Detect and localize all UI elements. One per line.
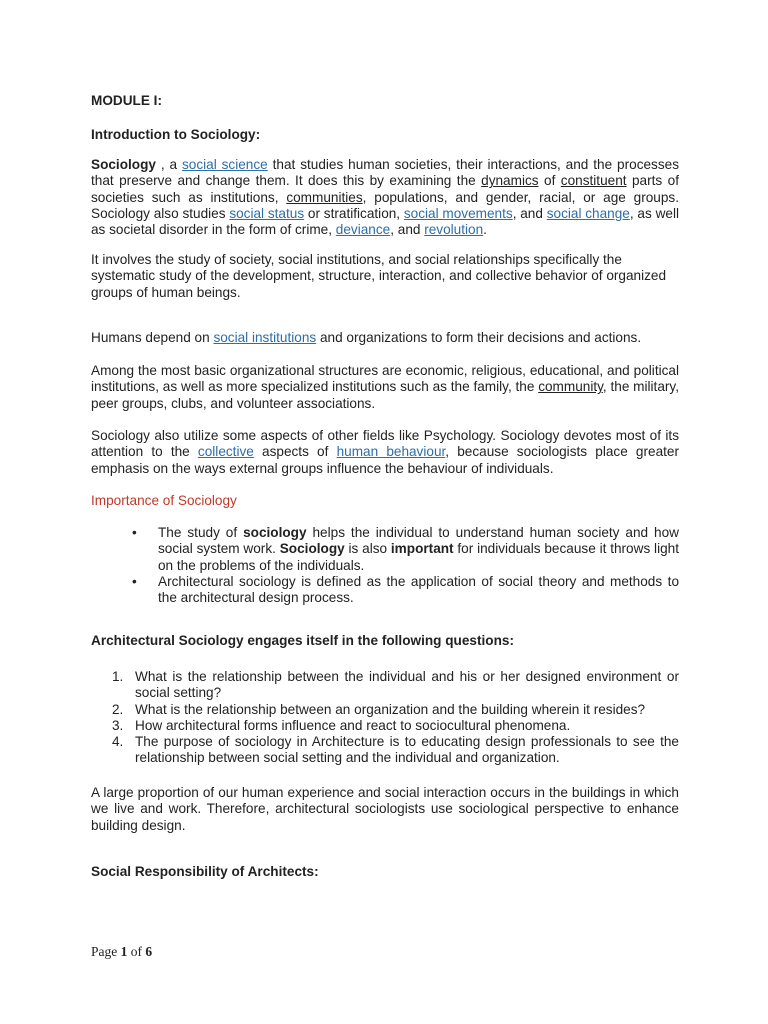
module-heading: MODULE I: bbox=[91, 93, 162, 108]
link-social-institutions[interactable]: social institutions bbox=[213, 330, 317, 345]
link-revolution[interactable]: revolution bbox=[424, 222, 484, 238]
questions-heading: Architectural Sociology engages itself in the following questions: bbox=[91, 633, 514, 648]
paragraph-sociology-definition: Sociology , a social science that studies human societies, their interactions, and the processes that preserve and change them. It does this by examining the dynamics of constituent parts of societies such as institutions, communities, populations, and gender, racial, or age groups. Sociology also studies social status or stratification, social movements, and social change, as well as societal disorder in the form of crime, deviance, and revolution. bbox=[91, 157, 679, 238]
importance-heading: Importance of Sociology bbox=[91, 493, 237, 508]
link-social-change[interactable]: social change bbox=[546, 205, 630, 221]
paragraph-study-of-society: It involves the study of society, social institutions, and social relationships specifically the systematic study of the development, structure, interaction, and collective behavior of organized groups of human beings. bbox=[91, 252, 667, 300]
social-responsibility-heading: Social Responsibility of Architects: bbox=[91, 864, 319, 879]
paragraph-psychology: Sociology also utilize some aspects of other fields like Psychology. Sociology devotes most of its attention to the collective aspects of human behaviour, because sociologists place greater emphasis on the ways external groups influence the behaviour of individuals. bbox=[91, 428, 680, 476]
paragraph-organizational-structures: Among the most basic organizational structures are economic, religious, educational, and political institutions, as well as more specialized institutions such as the family, the community, the military, peer groups, clubs, and volunteer associations. bbox=[91, 363, 679, 411]
term-sociology: Sociology bbox=[91, 157, 156, 172]
list-item: 3. How architectural forms influence and react to sociocultural phenomena. bbox=[112, 717, 571, 733]
bullet-marker: • bbox=[132, 573, 137, 589]
list-item: 4. The purpose of sociology in Architecture is to educating design professionals to see the relationship between social setting and the individual and organization. bbox=[112, 734, 679, 766]
link-social-science[interactable]: social science bbox=[181, 157, 268, 172]
term-community: community bbox=[538, 379, 603, 395]
term-dynamics: dynamics bbox=[481, 173, 539, 189]
page-footer: Page 1 of 6 bbox=[91, 944, 153, 959]
link-social-status[interactable]: social status bbox=[229, 205, 305, 221]
link-deviance[interactable]: deviance bbox=[335, 222, 391, 238]
intro-heading: Introduction to Sociology: bbox=[91, 127, 261, 142]
list-item: • The study of sociology helps the individual to understand human society and how social system work. Sociology is also important for individuals because it throws light on the problems of the individuals. bbox=[132, 525, 679, 573]
link-human-behaviour[interactable]: human behaviour bbox=[336, 444, 446, 460]
bullet-marker: • bbox=[132, 525, 137, 540]
questions-list bbox=[91, 669, 679, 767]
term-constituent: constituent bbox=[560, 173, 627, 189]
list-item: 1. What is the relationship between the individual and his or her designed environment or social setting? bbox=[112, 669, 679, 701]
paragraph-social-institutions: Humans depend on social institutions and organizations to form their decisions and actions. bbox=[91, 330, 642, 345]
list-item: 2. What is the relationship between an organization and the building wherein it resides? bbox=[112, 701, 646, 717]
link-collective[interactable]: collective bbox=[197, 444, 254, 460]
importance-list bbox=[91, 525, 679, 606]
paragraph-human-experience: A large proportion of our human experience and social interaction occurs in the buildings in which we live and work. Therefore, architectural sociologists use sociological perspective to enhance building design. bbox=[91, 785, 679, 833]
list-item: • Architectural sociology is defined as the application of social theory and methods to the architectural design process. bbox=[132, 573, 679, 606]
term-communities: communities bbox=[286, 189, 363, 205]
link-social-movements[interactable]: social movements bbox=[403, 205, 513, 221]
